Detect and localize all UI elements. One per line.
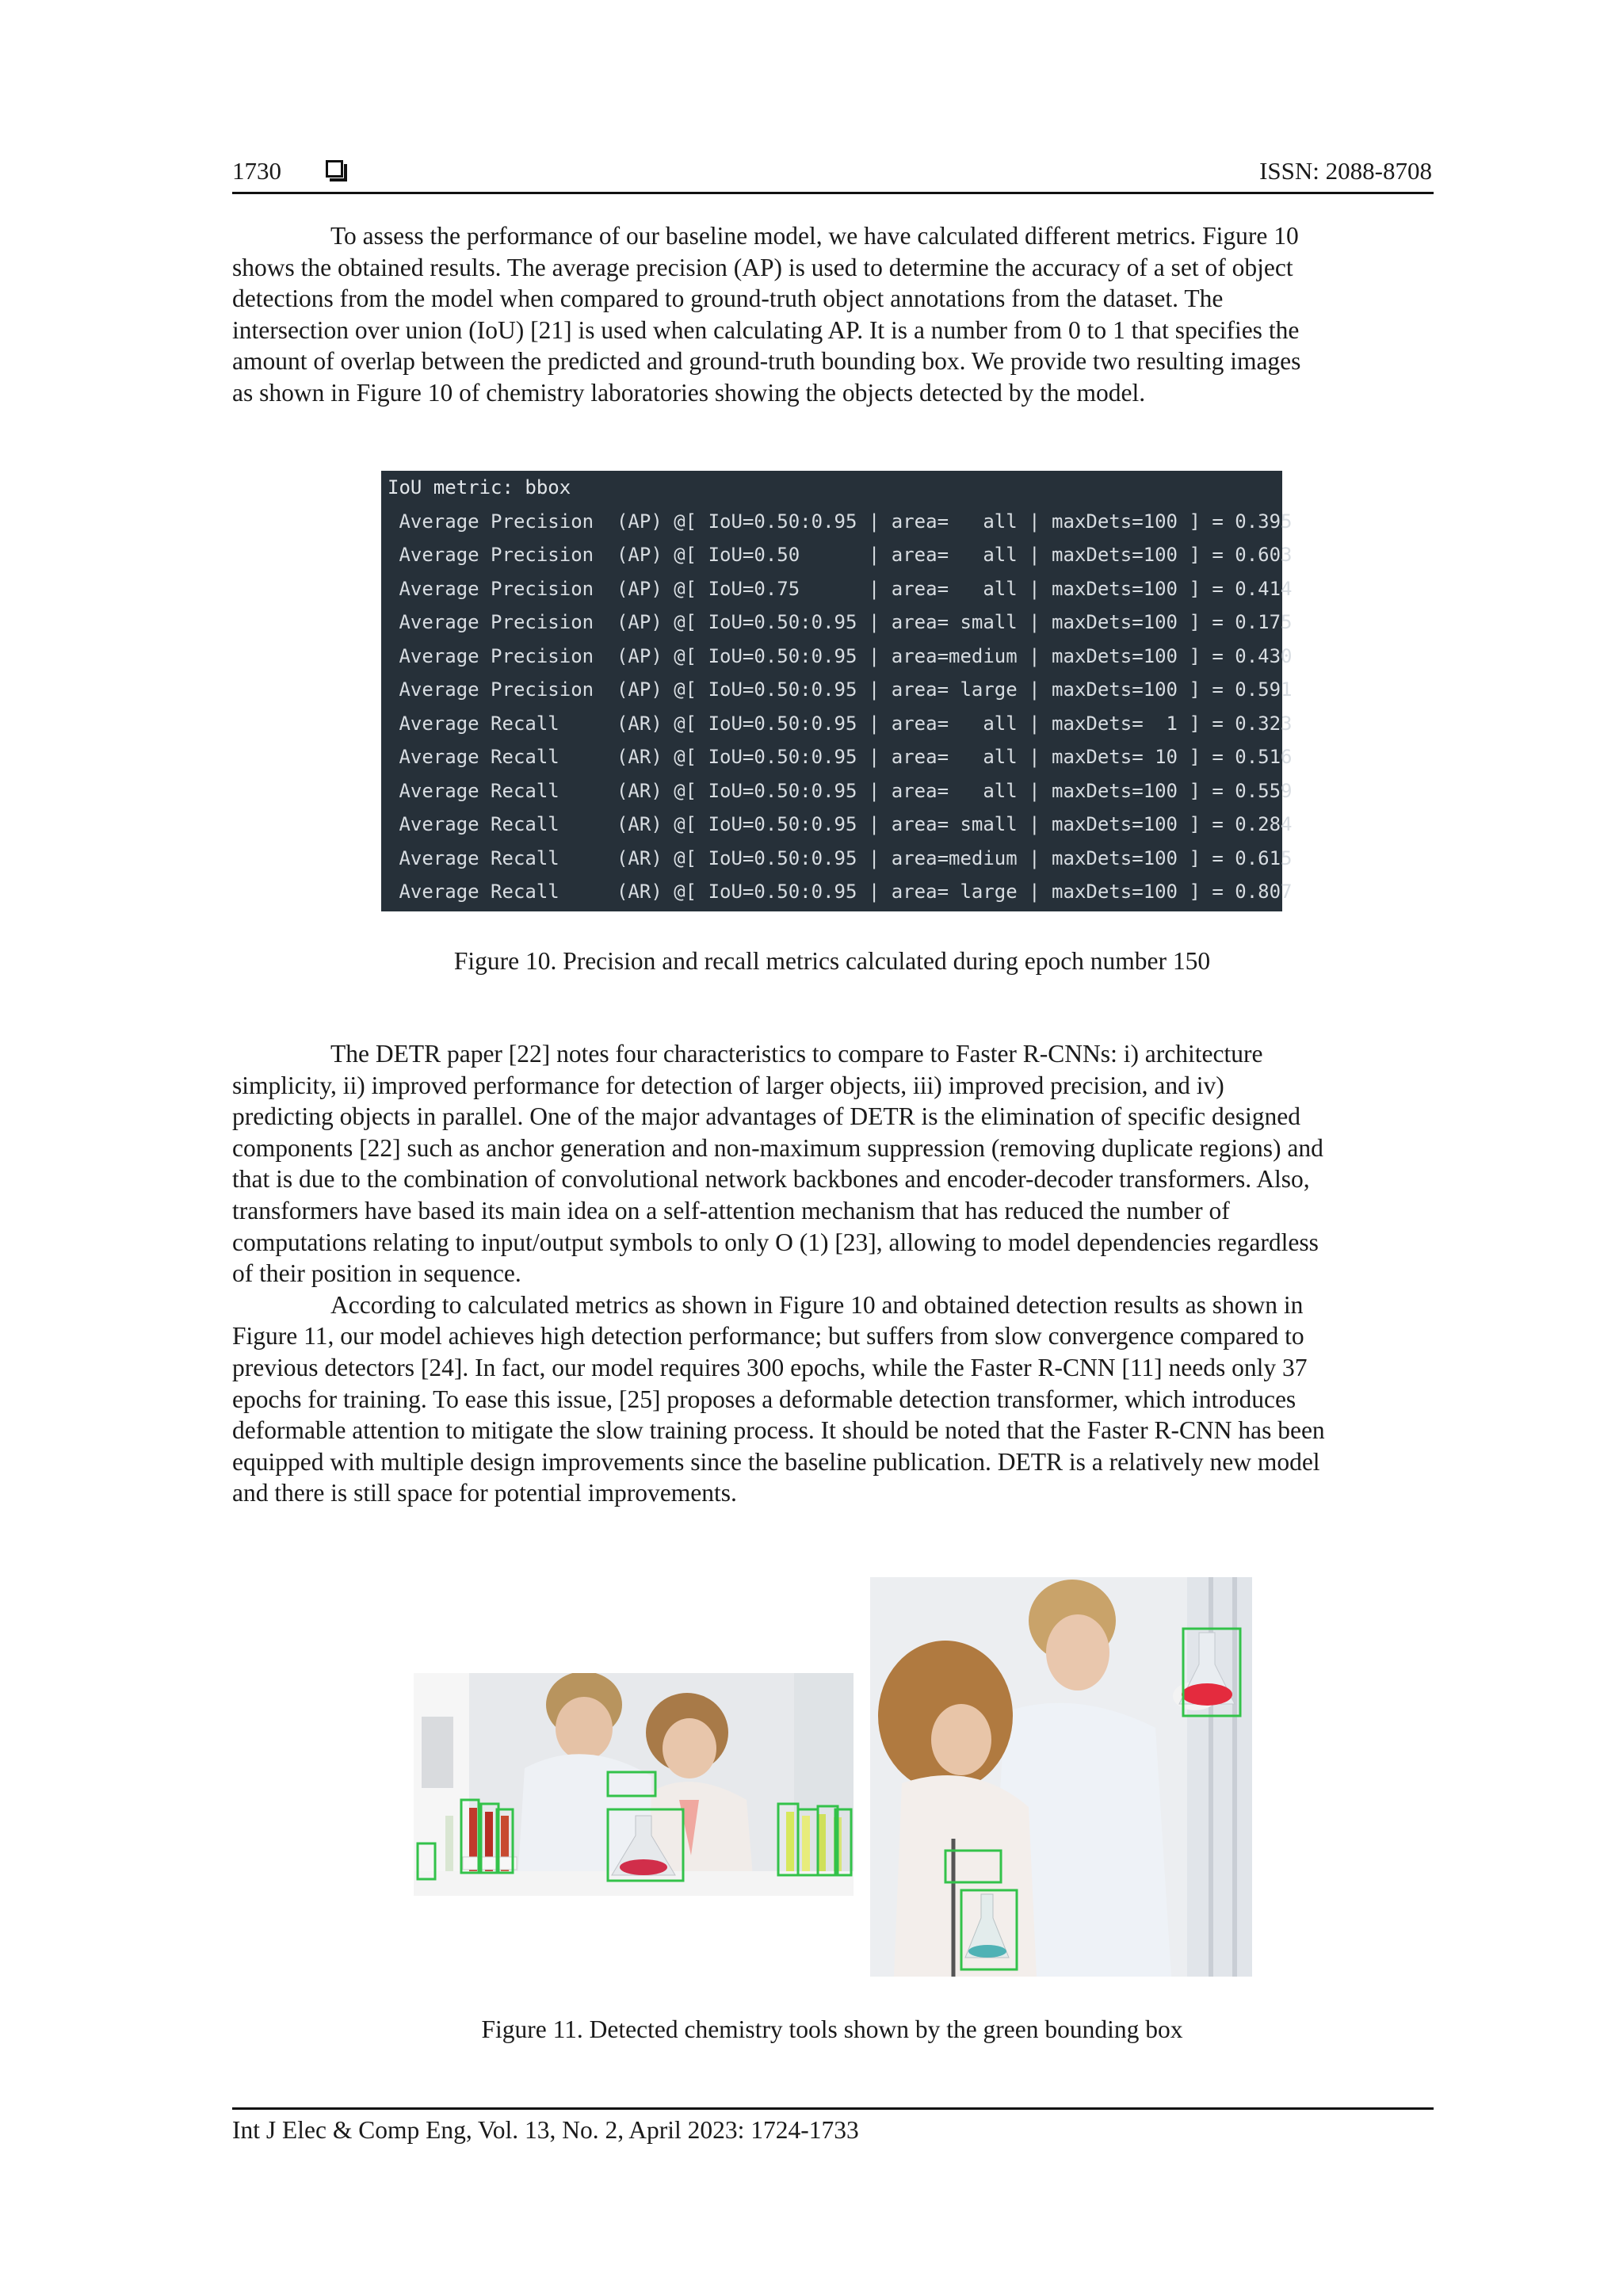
paragraph-line: that is due to the combination of convolutional network backbones and encoder-decoder transformers. Also, [232,1165,1310,1194]
terminal-line: Average Recall (AR) @[ IoU=0.50:0.95 | area= all | maxDets= 10 ] = 0.516 [388,746,1293,768]
figure-10-caption: Figure 10. Precision and recall metrics calculated during epoch number 150 [453,947,1211,975]
terminal-line: Average Precision (AP) @[ IoU=0.75 | area= all | maxDets=100 ] = 0.414 [388,577,1293,600]
paragraph-line: as shown in Figure 10 of chemistry laboratories showing the objects detected by the model. [232,378,1146,407]
paragraph-line: predicting objects in parallel. One of the major advantages of DETR is the elimination of specific designed [232,1102,1300,1131]
header-rule [232,192,1434,194]
terminal-title: IoU metric: bbox [388,476,571,499]
issn: ISSN: 2088-8708 [1259,157,1432,185]
paragraph-line: transformers have based its main idea on a self-attention mechanism that has reduced the number of [232,1196,1230,1224]
terminal-line: Average Precision (AP) @[ IoU=0.50 | area= all | maxDets=100 ] = 0.603 [388,544,1293,566]
figure-11-caption: Figure 11. Detected chemistry tools shown by the green bounding box [481,2015,1183,2043]
lab-scene-illustration [414,1673,854,1896]
paragraph-line: epochs for training. To ease this issue, [25] proposes a deformable detection transformer, which introduces [232,1385,1296,1413]
page-number: 1730 [232,157,281,185]
detection-photo-lab-pair [414,1673,854,1896]
paragraph-line: shows the obtained results. The average precision (AP) is used to determine the accuracy of a set of object [232,253,1293,281]
paragraph-line: simplicity, ii) improved performance for detection of larger objects, iii) improved precision, and iv) [232,1071,1224,1099]
paragraph-line: previous detectors [24]. In fact, our model requires 300 epochs, while the Faster R-CNN [11] needs only 37 [232,1353,1308,1381]
paragraph-line: deformable attention to mitigate the slow training process. It should be noted that the Faster R-CNN has been [232,1416,1325,1445]
paragraph-line: equipped with multiple design improvements since the baseline publication. DETR is a relatively new model [232,1447,1320,1476]
detection-photo-lab-flask [870,1577,1252,1977]
paragraph-line: Figure 11, our model achieves high detection performance; but suffers from slow convergence compared to [232,1322,1304,1350]
terminal-line: Average Precision (AP) @[ IoU=0.50:0.95 | area= all | maxDets=100 ] = 0.395 [388,510,1293,533]
terminal-line: Average Recall (AR) @[ IoU=0.50:0.95 | area=medium | maxDets=100 ] = 0.615 [388,846,1293,869]
paragraph-metrics-intro [232,220,1432,409]
page-footer: Int J Elec & Comp Eng, Vol. 13, No. 2, April 2023: 1724-1733 [232,2116,859,2144]
terminal-line: Average Precision (AP) @[ IoU=0.50:0.95 | area= small | maxDets=100 ] = 0.175 [388,611,1293,633]
terminal-line: Average Recall (AR) @[ IoU=0.50:0.95 | area= large | maxDets=100 ] = 0.807 [388,881,1293,903]
paragraph-detr-discussion [232,1038,1432,1509]
square-bullet-icon [326,160,343,178]
page-header [232,155,1432,192]
terminal-line: Average Recall (AR) @[ IoU=0.50:0.95 | area= all | maxDets=100 ] = 0.559 [388,779,1293,802]
terminal-line: Average Recall (AR) @[ IoU=0.50:0.95 | area= small | maxDets=100 ] = 0.284 [388,813,1293,835]
paragraph-line: The DETR paper [22] notes four characteristics to compare to Faster R-CNNs: i) architecture [330,1040,1263,1068]
footer-rule [232,2107,1434,2110]
terminal-line: Average Precision (AP) @[ IoU=0.50:0.95 | area= large | maxDets=100 ] = 0.591 [388,678,1293,701]
metrics-terminal-output [381,471,1293,911]
paragraph-line: detections from the model when compared to ground-truth object annotations from the dataset. The [232,285,1224,313]
paragraph-line: To assess the performance of our baseline model, we have calculated different metrics. Figure 10 [330,222,1299,250]
paragraph-line: amount of overlap between the predicted and ground-truth bounding box. We provide two resulting images [232,347,1301,376]
paragraph-line: of their position in sequence. [232,1259,521,1288]
terminal-line: Average Recall (AR) @[ IoU=0.50:0.95 | area= all | maxDets= 1 ] = 0.323 [388,712,1293,735]
paragraph-line: components [22] such as anchor generation and non-maximum suppression (removing duplicate regions) and [232,1133,1323,1162]
lab-scene-illustration [870,1577,1252,1977]
paragraph-line: computations relating to input/output symbols to only O (1) [23], allowing to model dependencies regardless [232,1228,1319,1256]
paragraph-line: intersection over union (IoU) [21] is used when calculating AP. It is a number from 0 to 1 that specifies the [232,315,1300,344]
paragraph-line: According to calculated metrics as shown in Figure 10 and obtained detection results as shown in [330,1290,1304,1319]
terminal-line: Average Precision (AP) @[ IoU=0.50:0.95 | area=medium | maxDets=100 ] = 0.430 [388,644,1293,667]
paragraph-line: and there is still space for potential improvements. [232,1479,737,1507]
